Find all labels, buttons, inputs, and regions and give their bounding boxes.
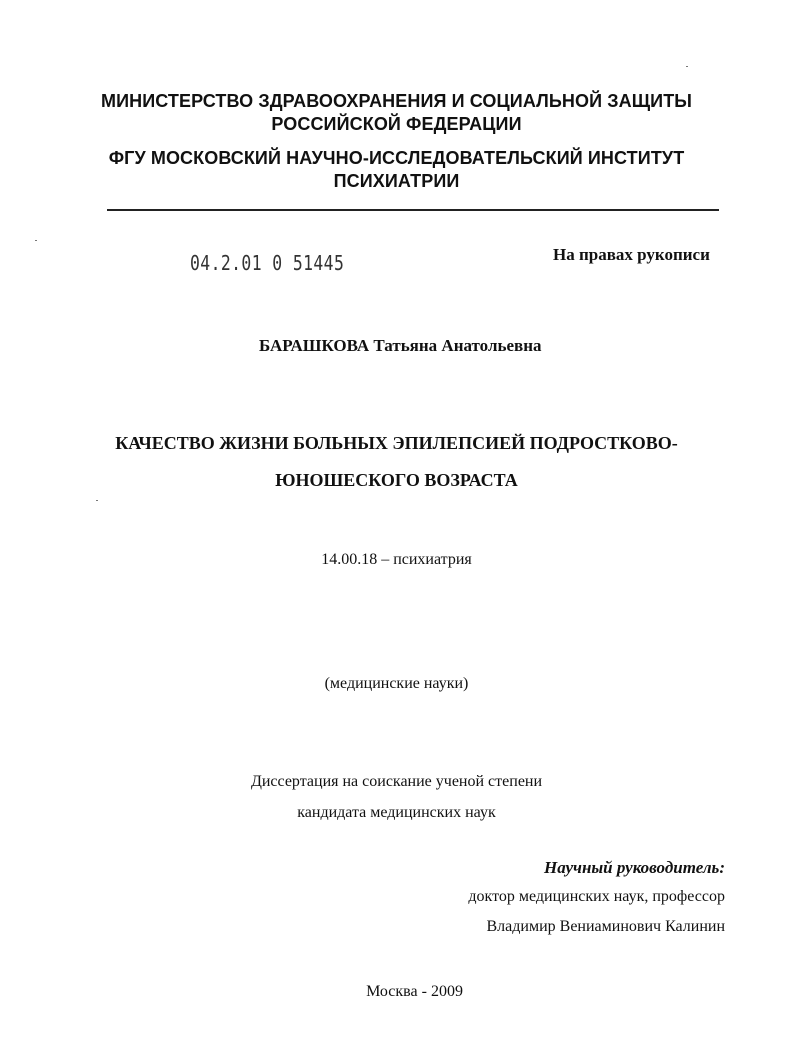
specialty-code: 14.00.18 – психиатрия — [321, 551, 472, 568]
supervisor-heading: Научный руководитель: — [543, 858, 725, 877]
author-name: БАРАШКОВА Татьяна Анатольевна — [259, 336, 542, 355]
purpose-line-1: Диссертация на соискание ученой степени — [250, 773, 543, 790]
scan-speck — [96, 500, 98, 501]
supervisor-name: Владимир Вениаминович Калинин — [486, 918, 725, 935]
city-year: Москва - 2009 — [366, 983, 463, 1000]
ministry-heading — [0, 90, 793, 136]
institute-line-2: ПСИХИАТРИИ — [333, 171, 460, 191]
dissertation-title — [0, 425, 793, 499]
ministry-line-1: МИНИСТЕРСТВО ЗДРАВООХРАНЕНИЯ И СОЦИАЛЬНОЙ ЗАЩИТЫ — [100, 91, 693, 111]
scan-speck — [686, 66, 688, 67]
archive-stamp-number: 04.2.01 0 51445 — [190, 251, 345, 275]
rights-note: На правах рукописи — [553, 245, 710, 264]
title-line-1: КАЧЕСТВО ЖИЗНИ БОЛЬНЫХ ЭПИЛЕПСИЕЙ ПОДРОСТКОВО- — [115, 433, 678, 453]
institute-heading — [0, 147, 793, 193]
ministry-line-2: РОССИЙСКОЙ ФЕДЕРАЦИИ — [271, 114, 522, 134]
scan-speck — [35, 240, 37, 241]
science-field: (медицинские науки) — [324, 675, 469, 692]
purpose-line-2: кандидата медицинских наук — [297, 804, 496, 821]
institute-line-1: ФГУ МОСКОВСКИЙ НАУЧНО-ИССЛЕДОВАТЕЛЬСКИЙ ИНСТИТУТ — [108, 148, 685, 168]
dissertation-purpose — [0, 766, 793, 828]
title-line-2: ЮНОШЕСКОГО ВОЗРАСТА — [275, 470, 518, 490]
header-divider — [107, 209, 719, 211]
supervisor-degree: доктор медицинских наук, профессор — [468, 888, 725, 905]
